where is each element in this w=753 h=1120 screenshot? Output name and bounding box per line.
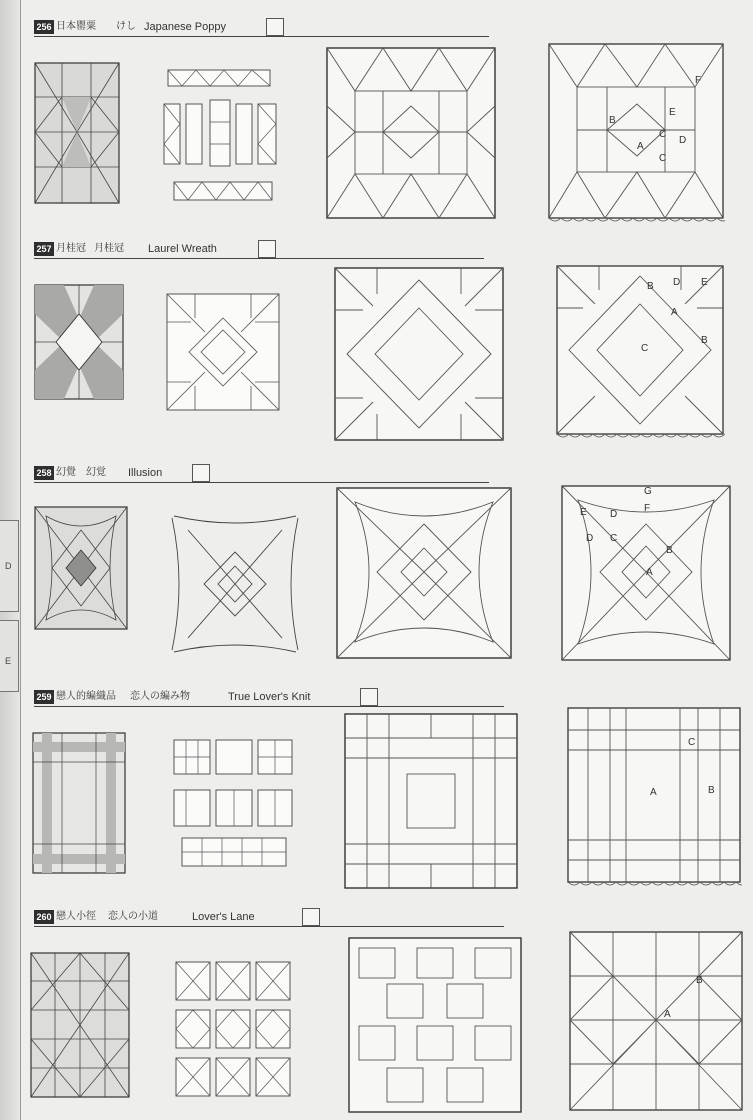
pattern-header: [34, 688, 494, 708]
japanese-name: 月桂冠: [94, 243, 124, 254]
japanese-name: 恋人の編み物: [130, 691, 190, 702]
pattern-header: [34, 18, 494, 38]
piece-label: G: [644, 486, 652, 497]
chinese-name: 日本罌粟: [56, 21, 96, 32]
assembly-diagram: [347, 936, 523, 1114]
piece-label: C: [659, 153, 667, 164]
piece-label: B: [696, 975, 703, 986]
piece-label: B: [666, 545, 673, 556]
difficulty-icon: [266, 18, 284, 36]
piece-label: A: [650, 787, 657, 798]
edge-tab: [0, 620, 19, 692]
chinese-name: 月桂冠: [56, 243, 86, 254]
edge-letter: D: [5, 561, 12, 571]
block-preview: [30, 952, 130, 1098]
pattern-number: 258: [34, 466, 54, 480]
piece-label: D: [610, 509, 618, 520]
piece-label: E: [669, 107, 676, 118]
edge-tab: [0, 520, 19, 612]
template-diagram: [568, 930, 744, 1114]
english-name: Laurel Wreath: [148, 243, 217, 255]
template-diagram: [547, 42, 725, 224]
cutting-pieces: [168, 512, 302, 656]
block-preview: [34, 284, 124, 400]
template-diagram: [566, 706, 742, 892]
pattern-header: [34, 240, 494, 260]
pattern-number: 260: [34, 910, 54, 924]
assembly-diagram: [325, 46, 497, 220]
piece-label: B: [609, 115, 616, 126]
piece-label: A: [637, 141, 644, 152]
piece-label: C: [641, 343, 649, 354]
piece-label: D: [586, 533, 594, 544]
piece-label: C: [610, 533, 618, 544]
piece-label: E: [701, 277, 708, 288]
pattern-number: 259: [34, 690, 54, 704]
piece-label: B: [708, 785, 715, 796]
piece-label: C: [688, 737, 696, 748]
assembly-diagram: [335, 486, 513, 660]
assembly-diagram: [343, 712, 519, 890]
template-diagram: [560, 484, 732, 670]
pattern-header: [34, 464, 494, 484]
english-name: Illusion: [128, 467, 163, 479]
piece-label: F: [695, 75, 702, 86]
header-rule: [34, 926, 504, 927]
pattern-header: [34, 908, 494, 928]
cutting-pieces: [162, 68, 284, 204]
template-diagram: [555, 264, 725, 442]
piece-label: C: [659, 129, 667, 140]
chinese-name: 戀人小徑: [56, 911, 96, 922]
header-rule: [34, 36, 489, 37]
cutting-pieces: [165, 292, 281, 412]
header-rule: [34, 258, 484, 259]
difficulty-icon: [302, 908, 320, 926]
block-preview: [34, 506, 128, 630]
header-rule: [34, 706, 504, 707]
difficulty-icon: [258, 240, 276, 258]
piece-label: A: [646, 567, 653, 578]
piece-label: F: [644, 503, 651, 514]
edge-letter: E: [5, 656, 12, 666]
piece-label: D: [679, 135, 687, 146]
chinese-name: 戀人的編織品: [56, 691, 116, 702]
piece-label: D: [673, 277, 681, 288]
piece-label: B: [701, 335, 708, 346]
difficulty-icon: [360, 688, 378, 706]
english-name: True Lover's Knit: [228, 691, 311, 703]
english-name: Japanese Poppy: [144, 21, 226, 33]
japanese-name: 恋人の小道: [108, 911, 158, 922]
piece-label: B: [647, 281, 654, 292]
header-rule: [34, 482, 489, 483]
japanese-name: けし: [116, 21, 136, 32]
english-name: Lover's Lane: [192, 911, 255, 923]
assembly-diagram: [333, 266, 505, 442]
chinese-name: 幻覺: [56, 467, 76, 478]
piece-label: A: [671, 307, 678, 318]
block-preview: [32, 732, 126, 874]
piece-label: A: [664, 1009, 671, 1020]
cutting-pieces: [172, 738, 294, 868]
pattern-number: 257: [34, 242, 54, 256]
difficulty-icon: [192, 464, 210, 482]
piece-label: E: [580, 507, 587, 518]
pattern-number: 256: [34, 20, 54, 34]
cutting-pieces: [174, 960, 294, 1100]
block-preview: [34, 62, 120, 204]
japanese-name: 幻覚: [86, 467, 106, 478]
